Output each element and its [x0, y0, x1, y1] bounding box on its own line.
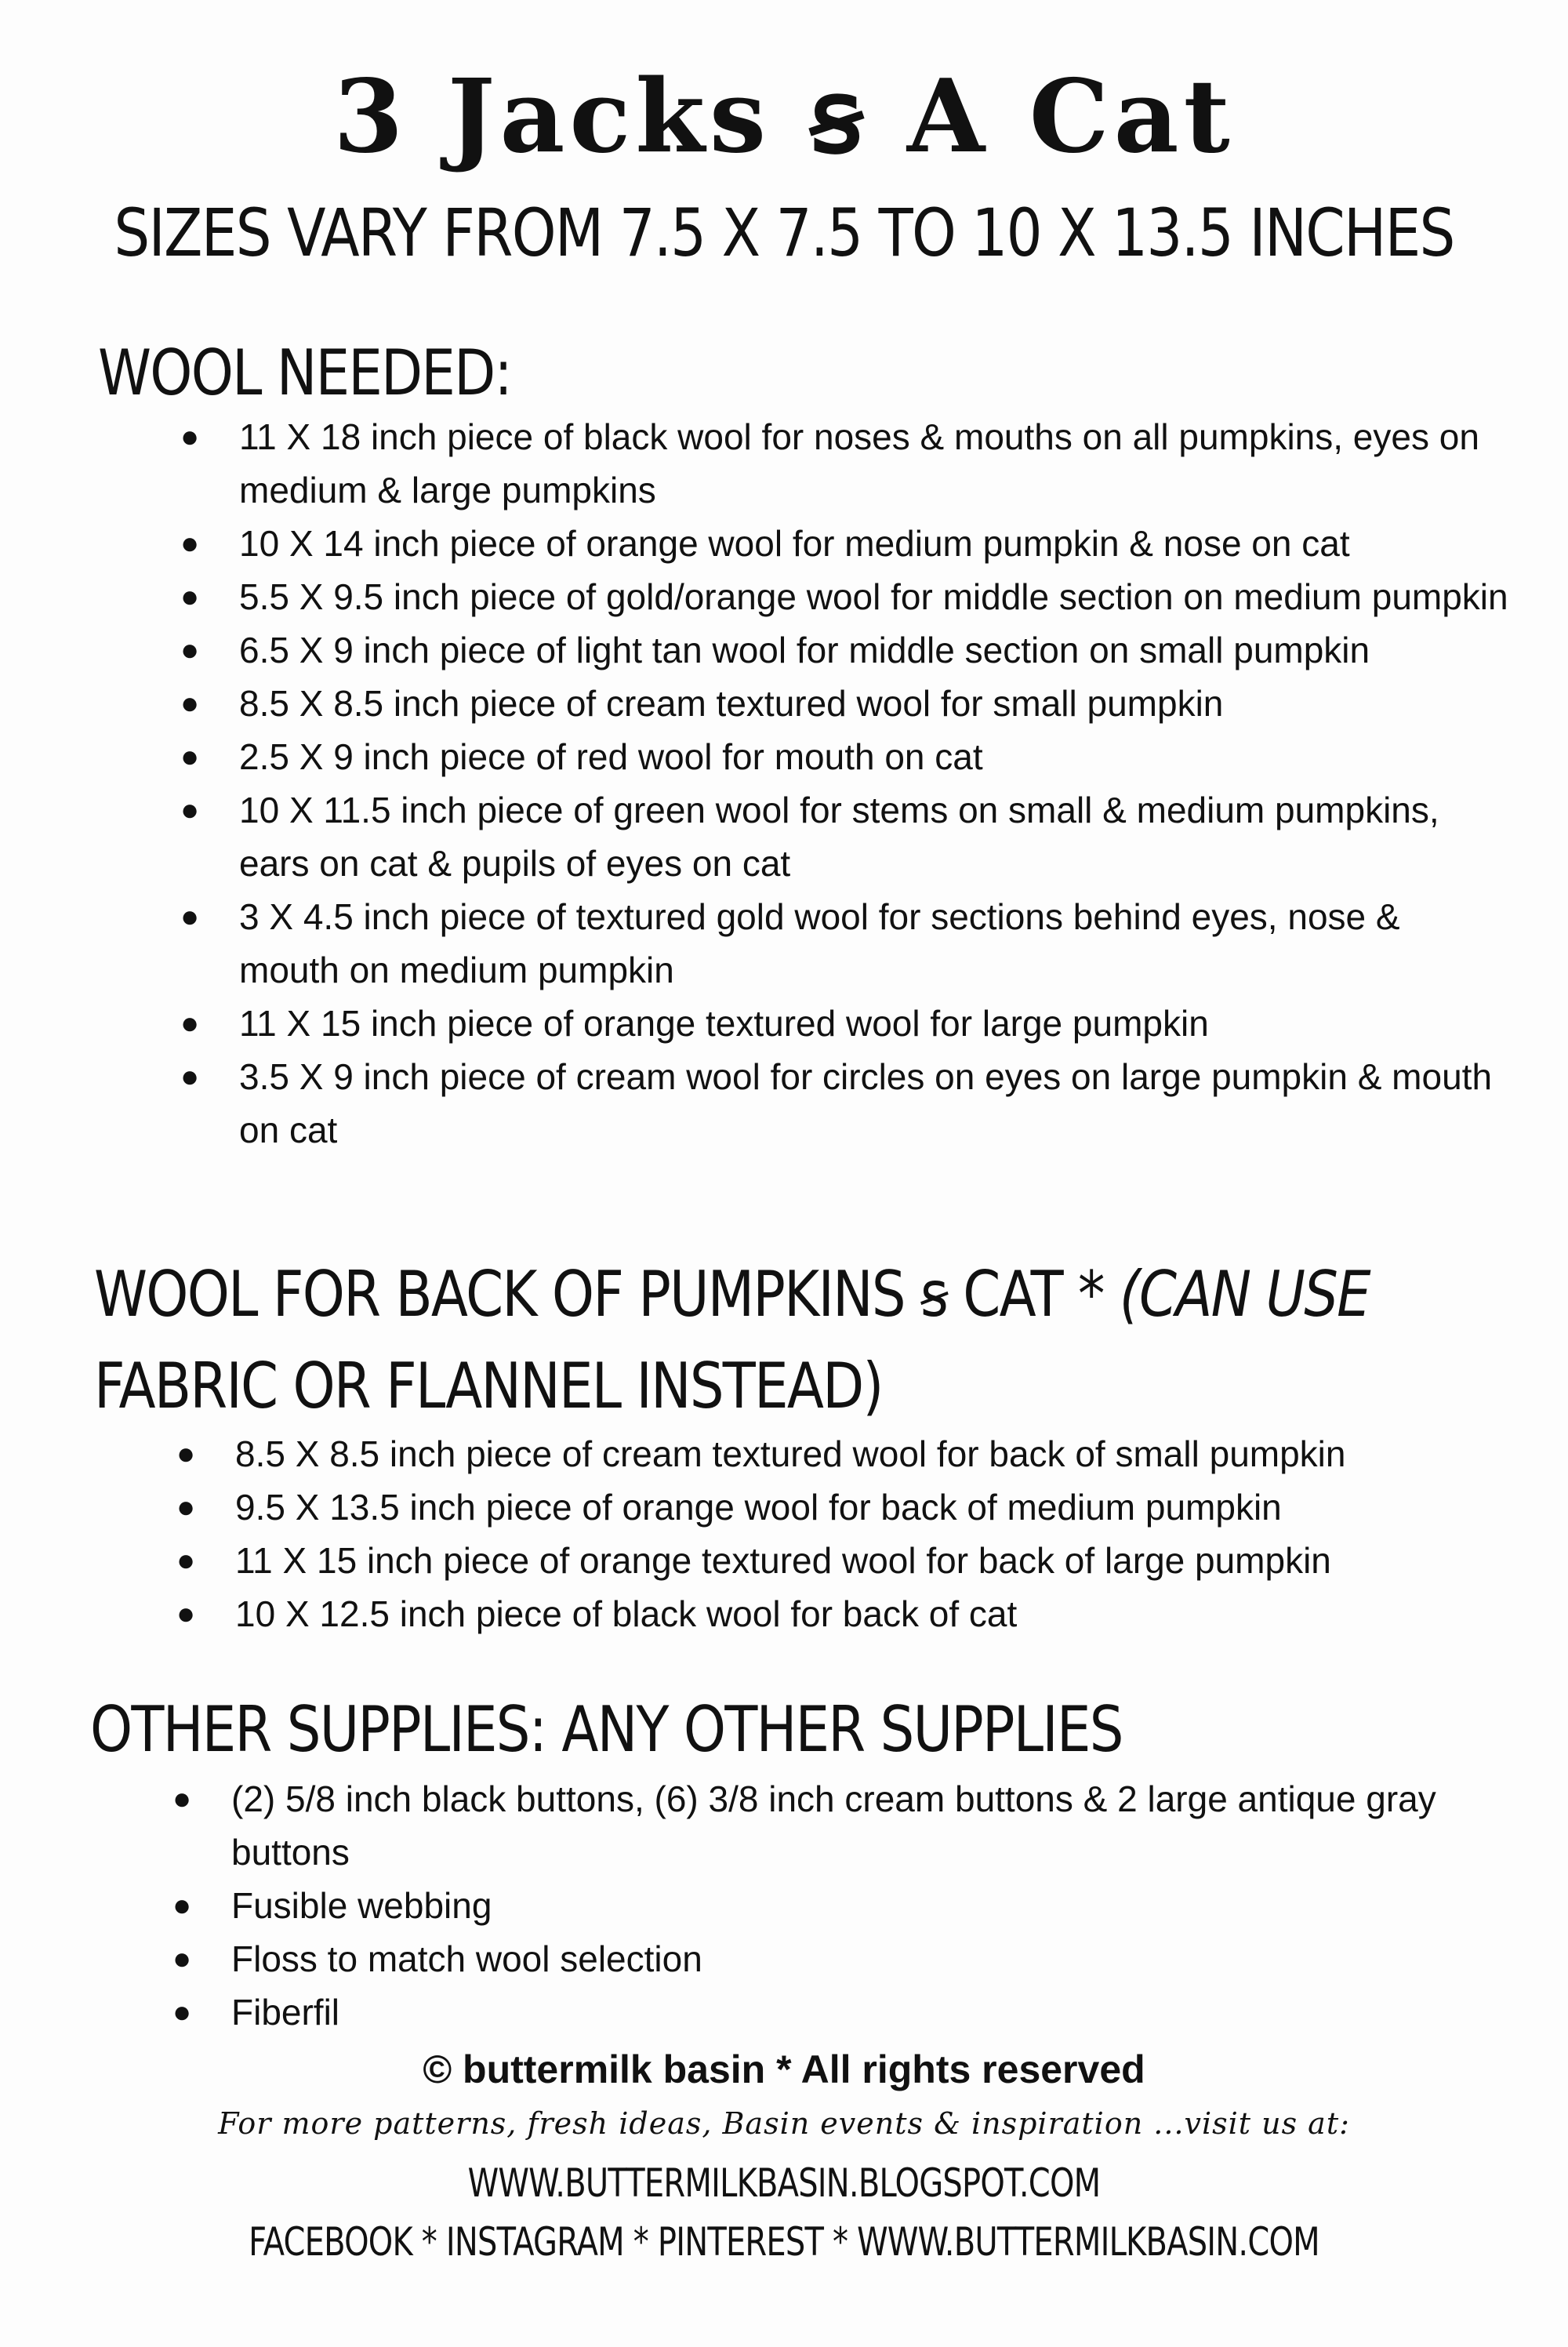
- item-text: 10 X 11.5 inch piece of green wool for stems on small & medium pumpkins, ears on cat & pupils of eyes on cat: [239, 790, 1439, 884]
- bullet-icon: ●: [180, 420, 200, 454]
- wool-back-heading-note: (CAN USE: [1119, 1258, 1370, 1331]
- item-text: 11 X 15 inch piece of orange textured wool for back of large pumpkin: [235, 1540, 1331, 1581]
- item-text: 11 X 18 inch piece of black wool for noses & mouths on all pumpkins, eyes on medium & large pumpkins: [239, 416, 1479, 510]
- bullet-icon: ●: [172, 1995, 192, 2029]
- list-item: [176, 1480, 1505, 1534]
- social-links: FACEBOOK * INSTAGRAM * PINTEREST * WWW.BUTTERMILKBASIN.COM: [249, 2219, 1319, 2265]
- list-item: [180, 623, 1509, 677]
- item-text: (2) 5/8 inch black buttons, (6) 3/8 inch cream buttons & 2 large antique gray buttons: [231, 1778, 1436, 1873]
- bullet-icon: ●: [176, 1490, 196, 1524]
- bullet-icon: ●: [180, 686, 200, 721]
- item-text: 8.5 X 8.5 inch piece of cream textured wool for back of small pumpkin: [235, 1433, 1346, 1474]
- list-item: [176, 1587, 1505, 1640]
- bullet-icon: ●: [176, 1543, 196, 1578]
- bullet-icon: ●: [176, 1437, 196, 1471]
- bullet-icon: ●: [180, 526, 200, 561]
- other-supplies-heading: OTHER SUPPLIES: ANY OTHER SUPPLIES: [90, 1693, 1123, 1766]
- list-item: [172, 1879, 1509, 1932]
- item-text: Fusible webbing: [231, 1885, 492, 1926]
- list-item: [180, 570, 1509, 623]
- bullet-icon: ●: [180, 579, 200, 614]
- list-item: [176, 1534, 1505, 1587]
- list-item: [180, 677, 1509, 730]
- blog-url: WWW.BUTTERMILKBASIN.BLOGSPOT.COM: [467, 2160, 1101, 2206]
- list-item: [172, 1932, 1509, 1986]
- bullet-icon: ●: [180, 793, 200, 827]
- page-title: 3 Jacks ꞩ A Cat: [333, 58, 1235, 176]
- more-info-line: For more patterns, fresh ideas, Basin events & inspiration ...visit us at:: [218, 2106, 1350, 2141]
- copyright-notice: © buttermilk basin * All rights reserved: [423, 2047, 1145, 2091]
- bullet-icon: ●: [180, 633, 200, 667]
- list-item: [180, 730, 1509, 783]
- wool-needed-heading: WOOL NEEDED:: [98, 336, 511, 409]
- wool-back-heading: [94, 1259, 1370, 1331]
- list-item: [180, 997, 1509, 1050]
- item-text: 3.5 X 9 inch piece of cream wool for circles on eyes on large pumpkin & mouth on cat: [239, 1056, 1493, 1150]
- item-text: 5.5 X 9.5 inch piece of gold/orange wool for middle section on medium pumpkin: [239, 576, 1508, 617]
- bullet-icon: ●: [176, 1597, 196, 1631]
- bullet-icon: ●: [172, 1782, 192, 1816]
- wool-back-heading-note-cont: FABRIC OR FLANNEL INSTEAD): [94, 1350, 883, 1422]
- item-text: 11 X 15 inch piece of orange textured wool for large pumpkin: [239, 1003, 1209, 1044]
- list-item: [172, 1772, 1509, 1879]
- wool-needed-list: [180, 410, 1509, 1157]
- list-item: [180, 1050, 1509, 1157]
- bullet-icon: ●: [180, 1059, 200, 1094]
- list-item: [172, 1986, 1509, 2039]
- list-item: [180, 783, 1509, 890]
- list-item: [180, 517, 1509, 570]
- item-text: 10 X 14 inch piece of orange wool for medium pumpkin & nose on cat: [239, 523, 1350, 564]
- list-item: [180, 890, 1509, 997]
- other-supplies-list: [172, 1772, 1509, 2039]
- wool-back-heading-text: WOOL FOR BACK OF PUMPKINS ꞩ CAT *: [94, 1258, 1120, 1331]
- size-subtitle: SIZES VARY FROM 7.5 X 7.5 TO 10 X 13.5 INCHES: [114, 194, 1454, 271]
- item-text: 10 X 12.5 inch piece of black wool for back of cat: [235, 1593, 1018, 1634]
- list-item: [176, 1427, 1505, 1480]
- bullet-icon: ●: [172, 1942, 192, 1976]
- item-text: 6.5 X 9 inch piece of light tan wool for middle section on small pumpkin: [239, 630, 1370, 670]
- bullet-icon: ●: [180, 899, 200, 934]
- bullet-icon: ●: [180, 739, 200, 774]
- item-text: 9.5 X 13.5 inch piece of orange wool for back of medium pumpkin: [235, 1487, 1282, 1528]
- item-text: 8.5 X 8.5 inch piece of cream textured wool for small pumpkin: [239, 683, 1224, 724]
- item-text: 2.5 X 9 inch piece of red wool for mouth on cat: [239, 736, 983, 777]
- item-text: Fiberfil: [231, 1992, 340, 2033]
- list-item: [180, 410, 1509, 517]
- bullet-icon: ●: [180, 1006, 200, 1041]
- wool-back-list: [176, 1427, 1505, 1640]
- item-text: Floss to match wool selection: [231, 1938, 702, 1979]
- item-text: 3 X 4.5 inch piece of textured gold wool for sections behind eyes, nose & mouth on medium pumpkin: [239, 896, 1400, 990]
- bullet-icon: ●: [172, 1888, 192, 1923]
